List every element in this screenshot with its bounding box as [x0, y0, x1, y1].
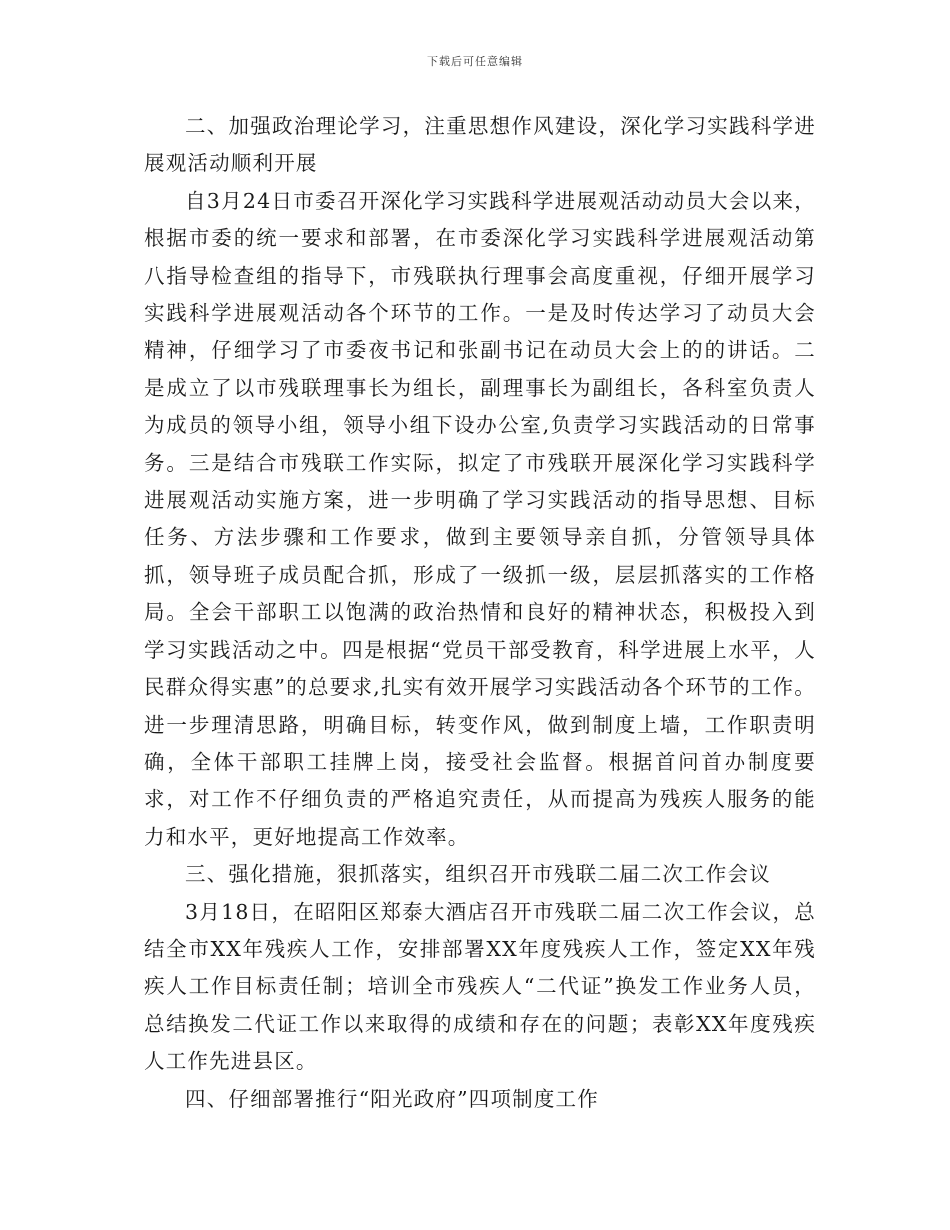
page-header: 下载后可任意编辑 — [427, 55, 523, 68]
document-body — [144, 108, 816, 1118]
section-heading-4: 四、仔细部署推行“阳光政府”四项制度工作 — [185, 1086, 599, 1111]
section-heading-3: 三、强化措施，狠抓落实，组织召开市残联二届二次工作会议 — [185, 862, 771, 887]
body-paragraph: 3月18日，在昭阳区郑泰大酒店召开市残联二届二次工作会议，总结全市XX年残疾人工作，安排部署XX年度残疾人工作，签定XX年残疾人工作目标责任制；培训全市残疾人“二代证”换发工作业务人员，总结换发二代证工作以来取得的成绩和存在的问题；表彰XX年度残疾人工作先进县区。 — [144, 899, 816, 1074]
section-heading-2: 二、加强政治理论学习，注重思想作风建设，深化学习实践科学进展观活动顺利开展 — [144, 114, 816, 176]
body-paragraph: 自3月24日市委召开深化学习实践科学进展观活动动员大会以来，根据市委的统一要求和部署，在市委深化学习实践科学进展观活动第八指导检查组的指导下，市残联执行理事会高度重视，仔细开展学习实践科学进展观活动各个环节的工作。一是及时传达学习了动员大会精神，仔细学习了市委夜书记和张副书记在动员大会上的的讲话。二是成立了以市残联理事长为组长，副理事长为副组长，各科室负责人为成员的领导小组，领导小组下设办公室,负责学习实践活动的日常事务。三是结合市残联工作实际，拟定了市残联开展深化学习实践科学进展观活动实施方案，进一步明确了学习实践活动的指导思想、目标任务、方法步骤和工作要求，做到主要领导亲自抓，分管领导具体抓，领导班子成员配合抓，形成了一级抓一级，层层抓落实的工作格局。全会干部职工以饱满的政治热情和良好的精神状态，积极投入到学习实践活动之中。四是根据“党员干部受教育，科学进展上水平，人民群众得实惠”的总要求,扎实有效开展学习实践活动各个环节的工作。进一步理清思路，明确目标，转变作风，做到制度上墙，工作职责明确，全体干部职工挂牌上岗，接受社会监督。根据首问首办制度要求，对工作不仔细负责的严格追究责任，从而提高为残疾人服务的能力和水平，更好地提高工作效率。 — [144, 188, 816, 849]
